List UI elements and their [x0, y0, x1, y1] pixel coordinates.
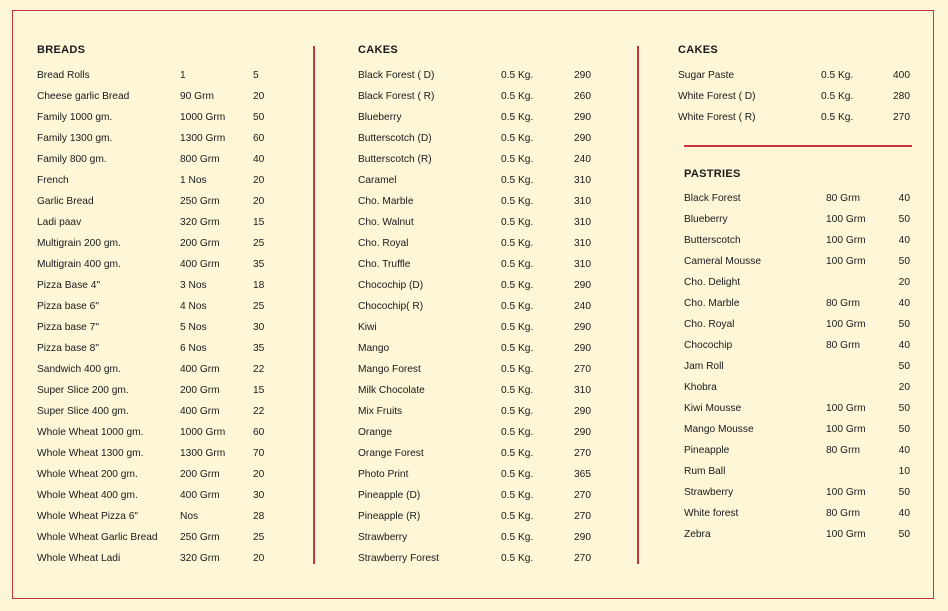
item-name: Garlic Bread — [37, 196, 94, 207]
list-item — [37, 195, 267, 216]
list-item — [358, 447, 598, 468]
item-price: 22 — [253, 406, 265, 417]
item-quantity: 0.5 Kg. — [501, 322, 534, 333]
item-quantity: 0.5 Kg. — [501, 196, 534, 207]
list-item — [37, 132, 267, 153]
item-name: Black Forest — [684, 193, 741, 204]
item-quantity: 100 Grm — [826, 256, 866, 267]
item-name: Pizza base 7" — [37, 322, 99, 333]
item-price: 50 — [898, 424, 910, 435]
item-price: 60 — [253, 427, 265, 438]
item-quantity: 80 Grm — [826, 340, 860, 351]
item-quantity: 0.5 Kg. — [501, 511, 534, 522]
item-price: 50 — [898, 403, 910, 414]
item-quantity: 6 Nos — [180, 343, 207, 354]
item-quantity: 90 Grm — [180, 91, 214, 102]
item-price: 35 — [253, 343, 265, 354]
item-price: 18 — [253, 280, 265, 291]
item-name: Strawberry Forest — [358, 553, 439, 564]
item-name: Mango Forest — [358, 364, 421, 375]
item-price: 270 — [574, 448, 591, 459]
item-price: 10 — [898, 466, 910, 477]
item-name: Whole Wheat 1000 gm. — [37, 427, 144, 438]
item-name: Family 1000 gm. — [37, 112, 113, 123]
item-price: 260 — [574, 91, 591, 102]
item-name: Strawberry — [684, 487, 734, 498]
item-name: Cho. Walnut — [358, 217, 414, 228]
item-name: Pineapple — [684, 445, 730, 456]
list-item — [37, 468, 267, 489]
list-item — [358, 363, 598, 384]
list-item — [37, 510, 267, 531]
item-quantity: 0.5 Kg. — [501, 364, 534, 375]
item-name: Jam Roll — [684, 361, 724, 372]
item-name: Orange — [358, 427, 392, 438]
item-quantity: 400 Grm — [180, 406, 220, 417]
item-quantity: 250 Grm — [180, 532, 220, 543]
item-price: 25 — [253, 238, 265, 249]
list-item — [37, 363, 267, 384]
item-quantity: 1 — [180, 70, 186, 81]
item-quantity: 0.5 Kg. — [501, 133, 534, 144]
item-price: 20 — [253, 91, 265, 102]
list-item — [358, 321, 598, 342]
list-item — [684, 444, 910, 465]
item-quantity: 80 Grm — [826, 193, 860, 204]
item-quantity: 0.5 Kg. — [501, 343, 534, 354]
item-name: Chocochip (D) — [358, 280, 424, 291]
item-price: 20 — [898, 382, 910, 393]
item-name: Multigrain 400 gm. — [37, 259, 121, 270]
item-quantity: 0.5 Kg. — [821, 70, 854, 81]
list-item — [684, 276, 910, 297]
list-item — [358, 510, 598, 531]
item-name: Mango — [358, 343, 390, 354]
item-quantity: 0.5 Kg. — [501, 91, 534, 102]
list-item — [358, 90, 598, 111]
list-item — [678, 69, 910, 90]
item-quantity: 0.5 Kg. — [501, 280, 534, 291]
item-quantity: 200 Grm — [180, 385, 220, 396]
item-quantity: 100 Grm — [826, 319, 866, 330]
item-name: Family 800 gm. — [37, 154, 107, 165]
item-price: 270 — [574, 511, 591, 522]
item-quantity: 0.5 Kg. — [501, 448, 534, 459]
item-name: Caramel — [358, 175, 397, 186]
item-name: White Forest ( D) — [678, 91, 756, 102]
item-price: 310 — [574, 385, 591, 396]
item-name: Cho. Royal — [684, 319, 735, 330]
item-name: Kiwi — [358, 322, 377, 333]
item-name: White forest — [684, 508, 739, 519]
item-name: Cho. Marble — [358, 196, 414, 207]
item-quantity: 0.5 Kg. — [501, 490, 534, 501]
item-name: Cho. Royal — [358, 238, 409, 249]
item-name: Orange Forest — [358, 448, 424, 459]
item-price: 280 — [893, 91, 910, 102]
item-name: Family 1300 gm. — [37, 133, 113, 144]
item-price: 25 — [253, 532, 265, 543]
list-item — [358, 531, 598, 552]
item-name: Butterscotch — [684, 235, 741, 246]
item-name: Cameral Mousse — [684, 256, 761, 267]
item-name: Pineapple (D) — [358, 490, 421, 501]
cakes-list-2 — [678, 69, 910, 132]
item-name: White Forest ( R) — [678, 112, 756, 123]
item-quantity: 80 Grm — [826, 508, 860, 519]
item-price: 15 — [253, 217, 265, 228]
list-item — [37, 90, 267, 111]
item-price: 290 — [574, 112, 591, 123]
list-item — [37, 426, 267, 447]
item-quantity: 100 Grm — [826, 529, 866, 540]
item-quantity: 0.5 Kg. — [501, 238, 534, 249]
item-quantity: 1 Nos — [180, 175, 207, 186]
list-item — [358, 216, 598, 237]
list-item — [37, 489, 267, 510]
item-name: Butterscotch (R) — [358, 154, 432, 165]
breads-list — [37, 69, 267, 573]
list-item — [684, 297, 910, 318]
item-name: Chocochip — [684, 340, 733, 351]
item-quantity: 320 Grm — [180, 553, 220, 564]
item-quantity: 400 Grm — [180, 490, 220, 501]
item-name: Butterscotch (D) — [358, 133, 432, 144]
item-price: 50 — [898, 529, 910, 540]
list-item — [684, 192, 910, 213]
list-item — [684, 360, 910, 381]
item-price: 25 — [253, 301, 265, 312]
item-name: Whole Wheat Ladi — [37, 553, 121, 564]
list-item — [678, 111, 910, 132]
item-price: 50 — [253, 112, 265, 123]
item-price: 40 — [898, 298, 910, 309]
item-quantity: 100 Grm — [826, 487, 866, 498]
list-item — [358, 342, 598, 363]
list-item — [684, 528, 910, 549]
item-price: 290 — [574, 70, 591, 81]
column-divider-2 — [637, 46, 639, 564]
item-quantity: 250 Grm — [180, 196, 220, 207]
list-item — [37, 405, 267, 426]
item-price: 50 — [898, 256, 910, 267]
item-quantity: 0.5 Kg. — [501, 217, 534, 228]
list-item — [37, 153, 267, 174]
list-item — [358, 489, 598, 510]
item-price: 290 — [574, 532, 591, 543]
list-item — [678, 90, 910, 111]
item-price: 20 — [253, 553, 265, 564]
item-quantity: 0.5 Kg. — [501, 553, 534, 564]
item-price: 40 — [898, 193, 910, 204]
item-price: 40 — [898, 508, 910, 519]
item-quantity: 0.5 Kg. — [501, 259, 534, 270]
list-item — [358, 405, 598, 426]
item-price: 290 — [574, 280, 591, 291]
item-price: 310 — [574, 238, 591, 249]
list-item — [358, 384, 598, 405]
cakes-heading: CAKES — [358, 44, 399, 56]
item-quantity: 80 Grm — [826, 445, 860, 456]
item-price: 270 — [574, 364, 591, 375]
item-quantity: 0.5 Kg. — [501, 427, 534, 438]
item-price: 20 — [253, 175, 265, 186]
item-quantity: 100 Grm — [826, 235, 866, 246]
item-name: Black Forest ( D) — [358, 70, 435, 81]
item-name: Khobra — [684, 382, 717, 393]
item-price: 400 — [893, 70, 910, 81]
item-name: Mango Mousse — [684, 424, 754, 435]
item-name: Pizza Base 4" — [37, 280, 101, 291]
item-name: Kiwi Mousse — [684, 403, 742, 414]
item-quantity: 0.5 Kg. — [501, 469, 534, 480]
item-name: Cho. Marble — [684, 298, 740, 309]
item-price: 5 — [253, 70, 259, 81]
list-item — [37, 216, 267, 237]
item-price: 40 — [898, 235, 910, 246]
item-price: 310 — [574, 196, 591, 207]
item-name: Blueberry — [684, 214, 728, 225]
item-quantity: 4 Nos — [180, 301, 207, 312]
item-price: 290 — [574, 406, 591, 417]
list-item — [37, 384, 267, 405]
section-divider — [684, 145, 912, 147]
item-quantity: 1000 Grm — [180, 112, 226, 123]
list-item — [37, 531, 267, 552]
list-item — [358, 552, 598, 573]
list-item — [684, 213, 910, 234]
list-item — [37, 237, 267, 258]
item-price: 310 — [574, 217, 591, 228]
item-name: Super Slice 200 gm. — [37, 385, 129, 396]
item-quantity: 0.5 Kg. — [501, 175, 534, 186]
item-price: 35 — [253, 259, 265, 270]
item-price: 365 — [574, 469, 591, 480]
item-name: French — [37, 175, 69, 186]
list-item — [684, 465, 910, 486]
item-quantity: 320 Grm — [180, 217, 220, 228]
list-item — [37, 321, 267, 342]
item-price: 28 — [253, 511, 265, 522]
pastries-heading: PASTRIES — [684, 168, 741, 180]
list-item — [37, 447, 267, 468]
item-name: Ladi paav — [37, 217, 82, 228]
item-name: Whole Wheat 400 gm. — [37, 490, 138, 501]
item-price: 290 — [574, 343, 591, 354]
column-divider-1 — [313, 46, 315, 564]
list-item — [684, 486, 910, 507]
item-price: 50 — [898, 361, 910, 372]
list-item — [684, 339, 910, 360]
item-name: Pineapple (R) — [358, 511, 421, 522]
list-item — [358, 111, 598, 132]
item-name: Mix Fruits — [358, 406, 403, 417]
item-quantity: 0.5 Kg. — [501, 301, 534, 312]
list-item — [684, 234, 910, 255]
item-price: 310 — [574, 259, 591, 270]
item-quantity: 1000 Grm — [180, 427, 226, 438]
item-price: 240 — [574, 154, 591, 165]
pastries-list — [684, 192, 910, 549]
item-name: Blueberry — [358, 112, 402, 123]
item-price: 70 — [253, 448, 265, 459]
item-name: Chocochip( R) — [358, 301, 424, 312]
list-item — [358, 153, 598, 174]
item-name: Cho. Delight — [684, 277, 741, 288]
list-item — [358, 69, 598, 90]
cakes-heading-2: CAKES — [678, 44, 719, 56]
item-quantity: 0.5 Kg. — [501, 406, 534, 417]
item-quantity: 400 Grm — [180, 259, 220, 270]
item-price: 50 — [898, 319, 910, 330]
list-item — [358, 195, 598, 216]
item-name: Whole Wheat 1300 gm. — [37, 448, 144, 459]
item-name: Multigrain 200 gm. — [37, 238, 121, 249]
list-item — [37, 300, 267, 321]
list-item — [358, 300, 598, 321]
item-name: Whole Wheat Garlic Bread — [37, 532, 158, 543]
list-item — [684, 318, 910, 339]
item-name: Photo Print — [358, 469, 409, 480]
list-item — [37, 111, 267, 132]
item-name: Milk Chocolate — [358, 385, 425, 396]
item-price: 290 — [574, 133, 591, 144]
list-item — [358, 258, 598, 279]
list-item — [358, 426, 598, 447]
item-price: 40 — [898, 445, 910, 456]
item-quantity: 0.5 Kg. — [501, 532, 534, 543]
item-name: Pizza base 8" — [37, 343, 99, 354]
item-price: 40 — [898, 340, 910, 351]
item-price: 270 — [893, 112, 910, 123]
list-item — [37, 258, 267, 279]
item-quantity: 0.5 Kg. — [821, 112, 854, 123]
list-item — [37, 174, 267, 195]
item-name: Bread Rolls — [37, 70, 90, 81]
item-price: 20 — [253, 469, 265, 480]
list-item — [358, 174, 598, 195]
item-price: 40 — [253, 154, 265, 165]
item-name: Zebra — [684, 529, 711, 540]
item-quantity: 5 Nos — [180, 322, 207, 333]
item-name: Whole Wheat Pizza 6" — [37, 511, 139, 522]
item-name: Sandwich 400 gm. — [37, 364, 121, 375]
item-name: Strawberry — [358, 532, 408, 543]
list-item — [37, 552, 267, 573]
item-quantity: 0.5 Kg. — [821, 91, 854, 102]
item-quantity: 1300 Grm — [180, 133, 226, 144]
breads-heading: BREADS — [37, 44, 86, 56]
list-item — [358, 132, 598, 153]
item-quantity: 80 Grm — [826, 298, 860, 309]
item-price: 270 — [574, 553, 591, 564]
item-price: 30 — [253, 490, 265, 501]
item-price: 20 — [898, 277, 910, 288]
item-price: 30 — [253, 322, 265, 333]
cakes-list — [358, 69, 598, 573]
list-item — [37, 279, 267, 300]
item-quantity: 200 Grm — [180, 469, 220, 480]
item-quantity: 0.5 Kg. — [501, 112, 534, 123]
list-item — [358, 237, 598, 258]
item-price: 60 — [253, 133, 265, 144]
item-name: Super Slice 400 gm. — [37, 406, 129, 417]
item-price: 50 — [898, 487, 910, 498]
item-name: Cheese garlic Bread — [37, 91, 130, 102]
list-item — [684, 402, 910, 423]
item-quantity: 800 Grm — [180, 154, 220, 165]
item-name: Black Forest ( R) — [358, 91, 435, 102]
list-item — [37, 342, 267, 363]
item-quantity: 3 Nos — [180, 280, 207, 291]
list-item — [358, 279, 598, 300]
list-item — [684, 507, 910, 528]
item-quantity: 100 Grm — [826, 403, 866, 414]
list-item — [37, 69, 267, 90]
item-name: Sugar Paste — [678, 70, 735, 81]
list-item — [684, 255, 910, 276]
item-price: 310 — [574, 175, 591, 186]
item-price: 270 — [574, 490, 591, 501]
item-name: Cho. Truffle — [358, 259, 411, 270]
item-quantity: 100 Grm — [826, 424, 866, 435]
list-item — [358, 468, 598, 489]
item-price: 290 — [574, 322, 591, 333]
item-price: 240 — [574, 301, 591, 312]
list-item — [684, 423, 910, 444]
list-item — [684, 381, 910, 402]
item-quantity: 400 Grm — [180, 364, 220, 375]
item-quantity: 0.5 Kg. — [501, 70, 534, 81]
item-quantity: 0.5 Kg. — [501, 154, 534, 165]
item-name: Whole Wheat 200 gm. — [37, 469, 138, 480]
item-quantity: 1300 Grm — [180, 448, 226, 459]
item-quantity: 100 Grm — [826, 214, 866, 225]
item-quantity: 200 Grm — [180, 238, 220, 249]
item-quantity: Nos — [180, 511, 199, 522]
item-quantity: 0.5 Kg. — [501, 385, 534, 396]
item-price: 15 — [253, 385, 265, 396]
item-price: 20 — [253, 196, 265, 207]
item-name: Rum Ball — [684, 466, 726, 477]
item-price: 50 — [898, 214, 910, 225]
item-name: Pizza base 6" — [37, 301, 99, 312]
item-price: 290 — [574, 427, 591, 438]
item-price: 22 — [253, 364, 265, 375]
